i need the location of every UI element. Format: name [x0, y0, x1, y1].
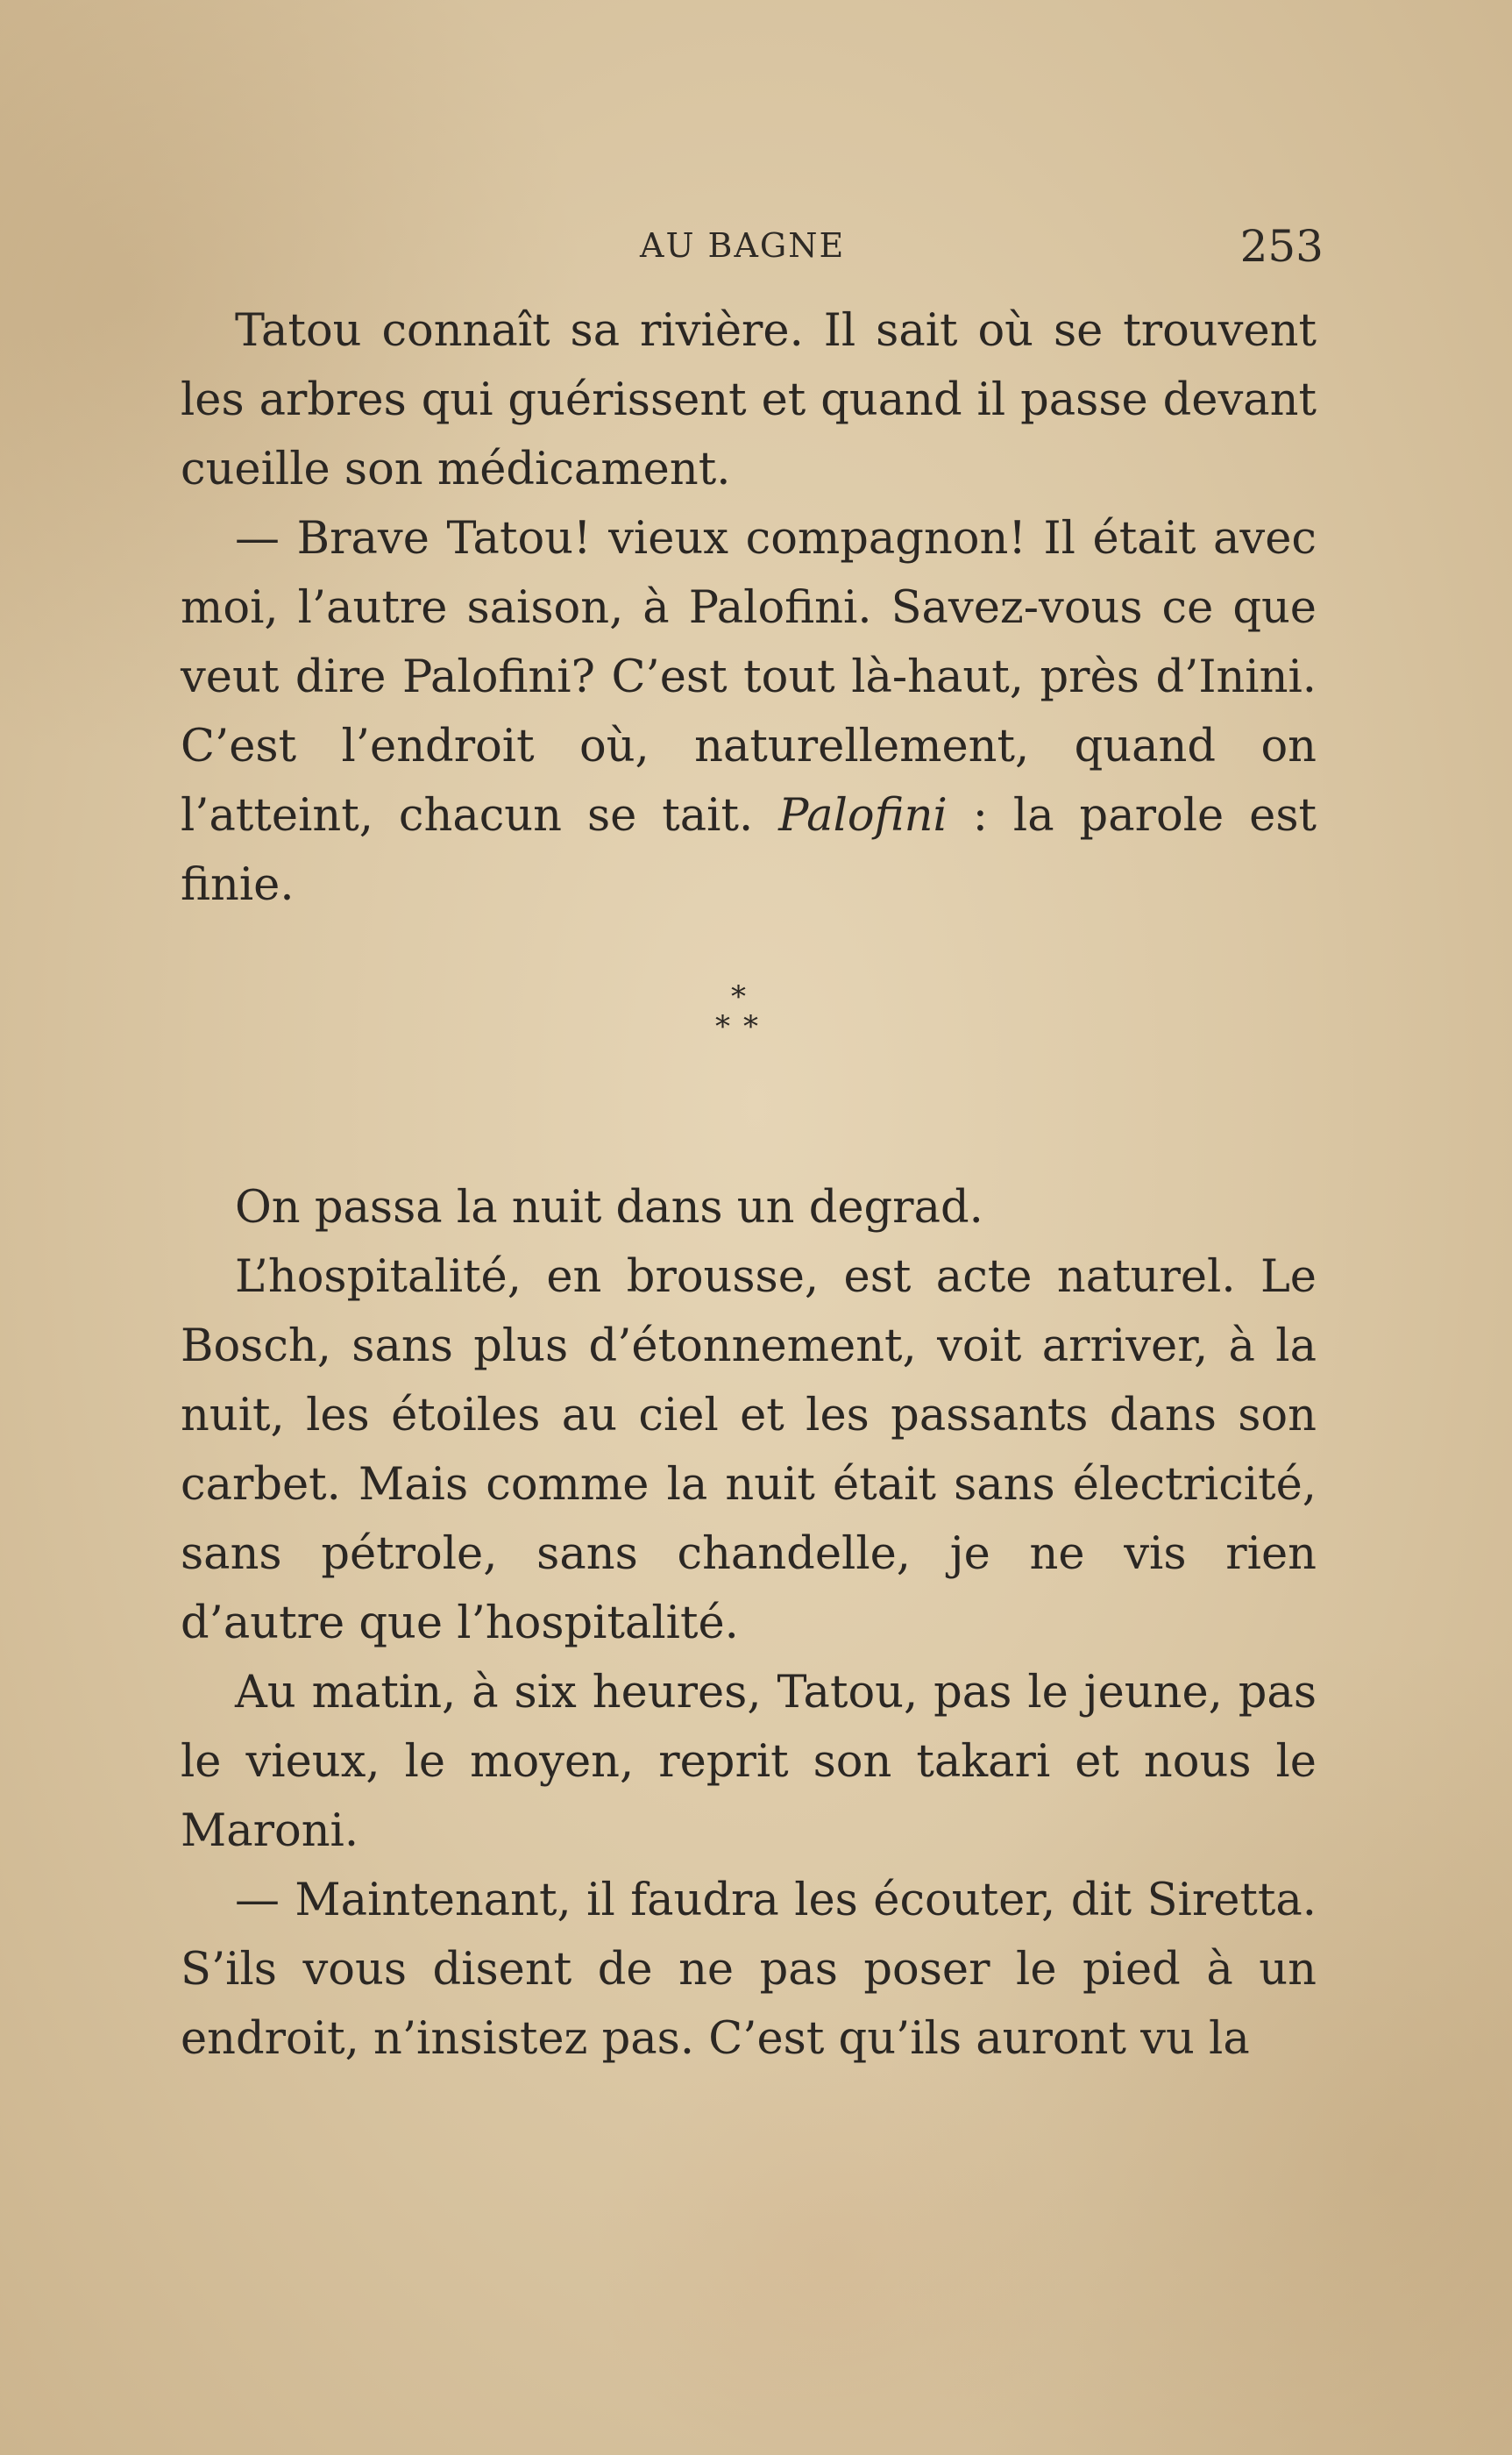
text-block-after-separator [181, 1173, 1317, 2074]
paragraph-tatou-river: Tatou connaît sa rivière. Il sait où se trouvent les arbres qui guérissent et quand il passe devant cueille son médicament. [181, 305, 1317, 495]
paragraph-hospitality: L’hospitalité, en brousse, est acte naturel. Le Bosch, sans plus d’étonnement, voit arriver, à la nuit, les étoiles au ciel et les passants dans son carbet. Mais comme la nuit était sans électricité, sans pétrole, sans chandelle, je ne vis rien d’autre que l’hospitalité. [181, 1251, 1317, 1649]
paragraph-siretta: — Maintenant, il faudra les écouter, dit Siretta. S’ils vous disent de ne pas poser le pied à un endroit, n’insistez pas. C’est qu’ils auront vu la [181, 1875, 1317, 2065]
running-head: AU BAGNE [640, 226, 846, 265]
palofini-text-end: : la parole est finie. [181, 790, 1317, 911]
asterism-separator [692, 973, 798, 1070]
asterism-star-right: * [743, 1009, 758, 1044]
paragraph-morning: Au matin, à six heures, Tatou, pas le jeune, pas le vieux, le moyen, reprit son takari et nous le Maroni. [181, 1667, 1317, 1857]
page-number: 253 [1239, 221, 1324, 272]
asterism-star-top: * [731, 979, 746, 1014]
text-block-before-separator [181, 296, 1317, 920]
asterism-star-left: * [715, 1009, 730, 1044]
paragraph-palofini [181, 504, 1317, 920]
page-header [184, 221, 1324, 279]
palofini-italic-word: Palofini [778, 790, 948, 842]
palofini-text-start: — Brave Tatou! vieux compagnon! Il était avec moi, l’autre saison, à Palofini. Savez-vous ce que veut dire Palofini? C’est tout là-haut, près d’Inini. C’est l’endroit où, naturellement, quand on l’atteint, chacun se tait. [181, 513, 1317, 842]
paragraph-degrad: On passa la nuit dans un degrad. [235, 1182, 983, 1234]
